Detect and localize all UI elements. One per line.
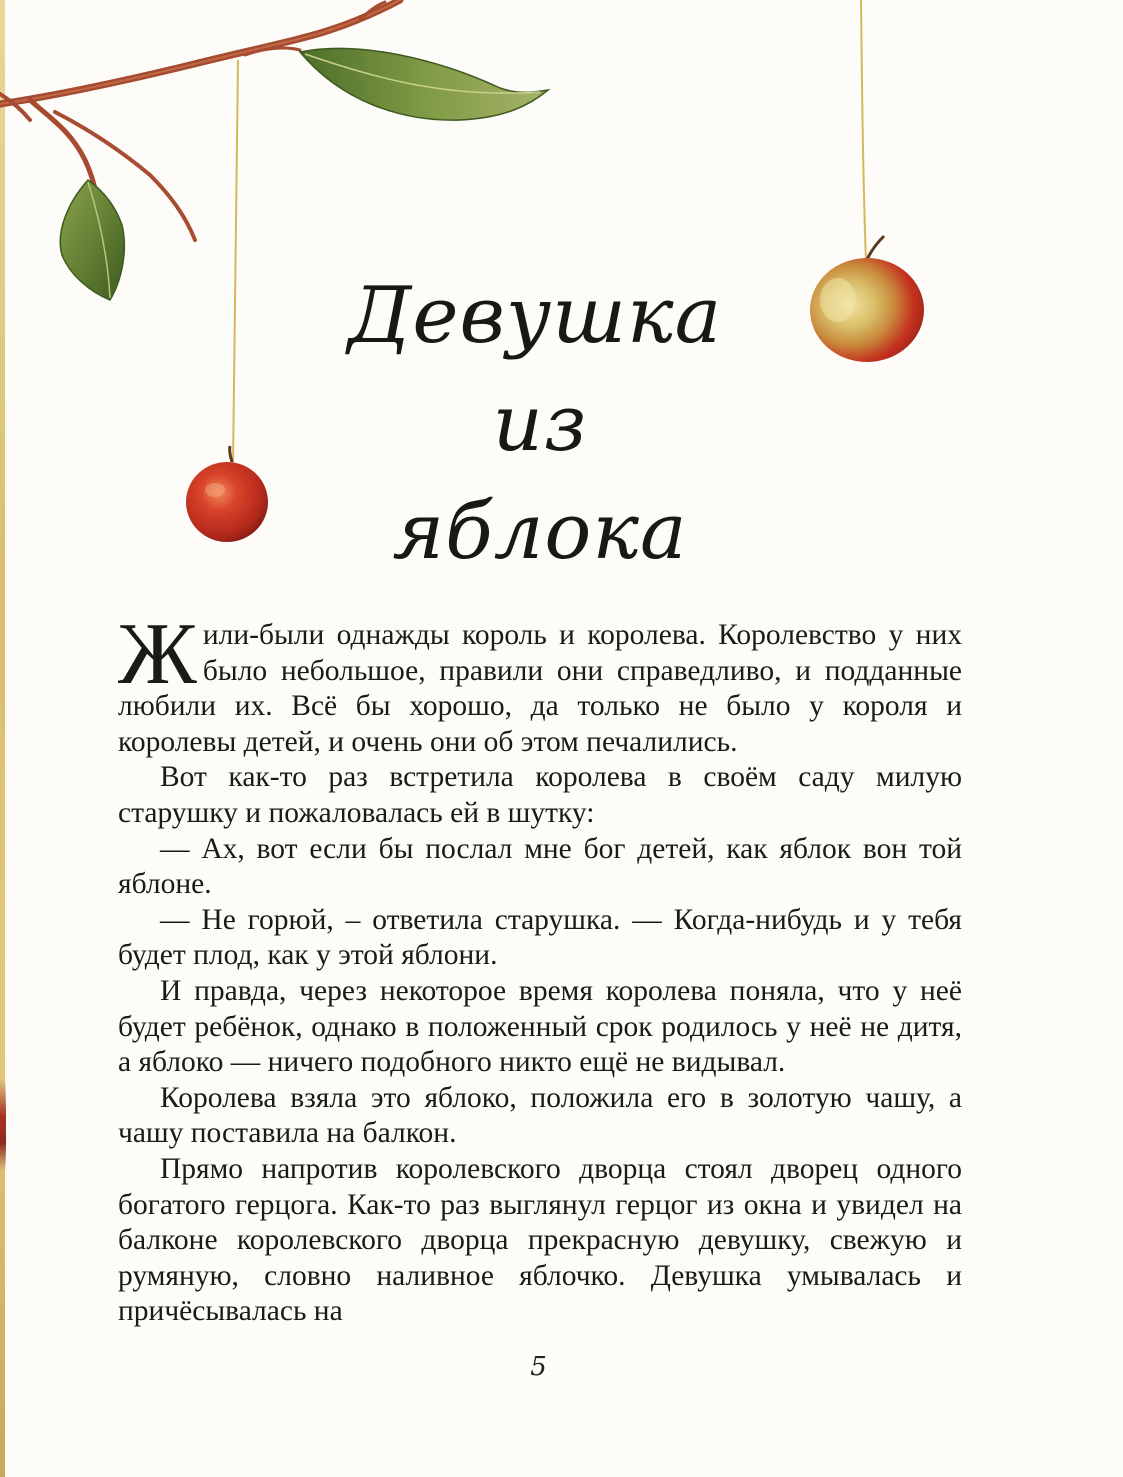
branch-icon [0, 0, 400, 240]
paragraph: Королева взяла это яблоко, положила его в золотую чашу, а чашу поставила на балкон. [118, 1081, 962, 1150]
leaf-icon [300, 48, 548, 120]
paragraph: — Ах, вот если бы послал мне бог детей, как яблок вон той яблоне. [118, 832, 962, 901]
story-title-line-1: Девушка [347, 271, 723, 361]
page-edge-apple-fragment [0, 1080, 6, 1170]
hanging-apple-icon [810, 236, 924, 362]
story-title-line-2: из яблока [392, 379, 688, 577]
paragraph: И правда, через некоторое время королева поняла, что у неё будет ребёнок, однако в положенный срок родилось у неё не дитя, а яблоко — ничего подобного никто ещё не видывал. [118, 974, 962, 1079]
hanging-apple-icon [186, 446, 268, 542]
paragraph-text: или-были однажды король и королева. Королевство у них было небольшое, правили они справедливо, и подданные любили их. Всё бы хорошо, да только не было у короля и королевы детей, и очень они об этом печалились. [118, 619, 962, 758]
paragraph [118, 606, 962, 760]
story-title [345, 262, 725, 586]
drop-cap: Ж [118, 606, 197, 703]
story-text [118, 606, 962, 1330]
paragraph: Прямо напротив королевского дворца стоял дворец одного богатого герцога. Как-то раз выглянул герцог из окна и увидел на балконе королевского дворца прекрасную девушку, свежую и румяную, словно наливное яблочко. Девушка умывалась и причёсывалась на [118, 1152, 962, 1328]
paragraph: Вот как-то раз встретила королева в своём саду милую старушку и пожаловалась ей в шутку: [118, 761, 962, 829]
leaf-icon [60, 180, 124, 300]
page-number: 5 [530, 1352, 547, 1382]
paragraph: — Не горюй, – ответила старушка. — Когда-нибудь и у тебя будет плод, как у этой яблони. [118, 903, 962, 972]
